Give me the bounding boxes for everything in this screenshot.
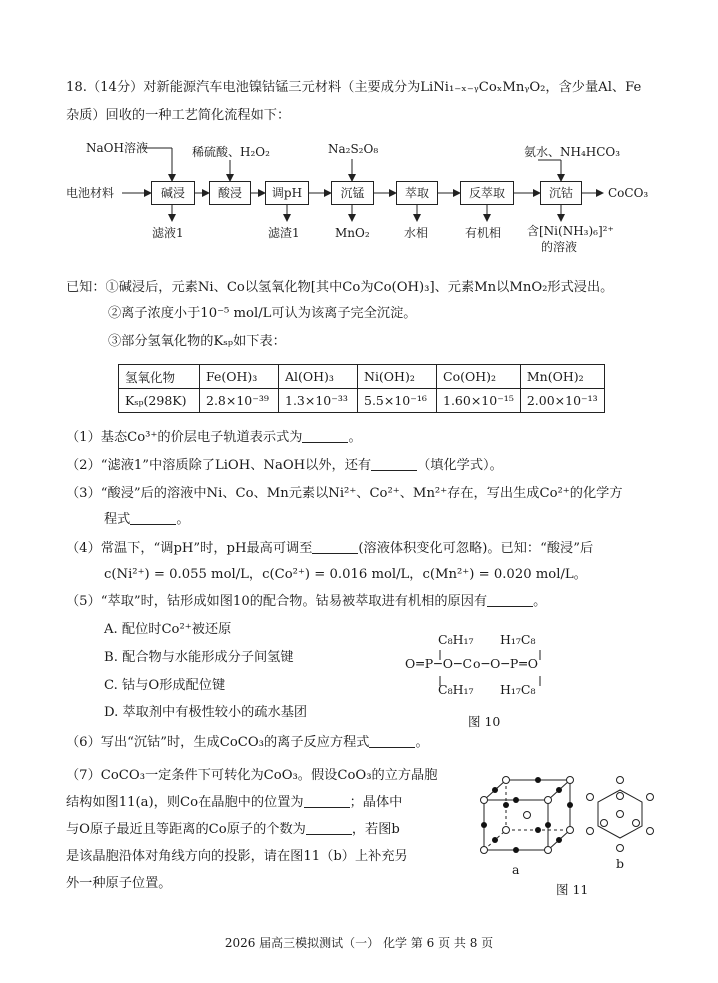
part-1-end: 。 <box>348 430 362 445</box>
fig10-caption: 图 10 <box>468 714 501 729</box>
flow-step-extraction: 萃取 <box>396 181 438 205</box>
fig10-bonds <box>0 636 718 716</box>
question-line-2: 杂质）回收的一种工艺简化流程如下： <box>66 108 291 123</box>
flow-step-co-precipitation: 沉钴 <box>540 181 582 205</box>
part-7-line-5: 外一种原子位置。 <box>66 876 172 891</box>
table-cell: 5.5×10⁻¹⁶ <box>358 389 437 413</box>
flow-step-mn-precipitation: 沉锰 <box>331 181 374 205</box>
table-cell: 氢氧化物 <box>119 365 200 389</box>
output-mno2: MnO₂ <box>335 226 370 240</box>
part-7-text-cont: ；晶体中 <box>349 795 403 810</box>
page-footer: 2026 届高三模拟测试（一） 化学 第 6 页 共 8 页 <box>224 936 494 950</box>
option-b[interactable]: B. 配合物与水能形成分子间氢键 <box>104 650 294 665</box>
part-2 <box>66 456 503 476</box>
part-3-line-1: （3）“酸浸”后的溶液中Ni、Co、Mn元素以Ni²⁺、Co²⁺、Mn²⁺存在，写出生成Co²⁺的化学方 <box>66 486 623 501</box>
part-4-line-2: c(Ni²⁺) = 0.055 mol/L，c(Co²⁺) = 0.016 mol/L，c(Mn²⁺) = 0.020 mol/L。 <box>104 567 587 582</box>
output-solution-label: 的溶液 <box>541 240 578 254</box>
flow-start-label: 电池材料 <box>66 186 115 200</box>
part-2-end: （填化学式）。 <box>417 458 503 473</box>
part-5 <box>66 592 546 612</box>
part-1-text: （1）基态Co³⁺的价层电子轨道表示式为 <box>66 430 303 445</box>
fig10-label-h17c8-bottom-right: H₁₇C₈ <box>500 682 536 697</box>
flow-product-label: CoCO₃ <box>608 186 649 200</box>
reagent-naoh: NaOH溶液 <box>86 141 148 155</box>
flow-step-acid-leach: 酸浸 <box>209 181 251 205</box>
part-7-text: 结构如图11(a)，则Co在晶胞中的位置为 <box>66 795 304 810</box>
part-2-text: （2）“滤液1”中溶质除了LiOH、NaOH以外，还有 <box>66 458 372 473</box>
known-item-2: ②离子浓度小于10⁻⁵ mol/L可认为该离子完全沉淀。 <box>108 306 417 321</box>
fig10-label-c8h17-top-left: C₈H₁₇ <box>438 632 474 647</box>
part-7-text: 与O原子最近且等距离的Co原子的个数为 <box>66 822 306 837</box>
part-4-line-1 <box>66 539 593 559</box>
part-7-text-cont: ，若图b <box>351 822 400 837</box>
flow-step-alkali-leach: 碱浸 <box>151 181 195 205</box>
output-ni-complex-solution: 含[Ni(NH₃)₆]²⁺ <box>527 224 614 238</box>
ksp-table <box>118 364 605 413</box>
part-3-text: 程式 <box>104 512 131 527</box>
fig10-label-h17c8-top-right: H₁₇C₈ <box>500 632 536 647</box>
output-residue-1: 滤渣1 <box>268 226 300 240</box>
table-cell: Co(OH)₂ <box>437 365 521 389</box>
reagent-acid-h2o2: 稀硫酸、H₂O₂ <box>192 145 270 159</box>
answer-blank[interactable] <box>312 539 358 554</box>
part-7-line-4: 是该晶胞沿体对角线方向的投影，请在图11（b）上补充另 <box>66 849 408 864</box>
part-3-line-2 <box>104 510 190 530</box>
known-intro: 已知：①碱浸后，元素Ni、Co以氢氧化物[其中Co为Co(OH)₃]、元素Mn以MnO₂形式浸出。 <box>66 280 614 295</box>
fig11-drawing <box>0 770 718 890</box>
part-3-end: 。 <box>176 512 190 527</box>
reagent-na2s2o8: Na₂S₂O₈ <box>328 142 379 156</box>
flow-step-adjust-ph: 调pH <box>265 181 309 205</box>
table-cell: 2.00×10⁻¹³ <box>520 389 604 413</box>
table-cell: Mn(OH)₂ <box>520 365 604 389</box>
answer-blank[interactable] <box>302 428 348 443</box>
table-row <box>119 389 605 413</box>
known-item-3: ③部分氢氧化物的Kₛₚ如下表： <box>108 334 286 349</box>
part-6-text: （6）写出“沉钴”时，生成CoCO₃的离子反应方程式 <box>66 735 370 750</box>
flow-step-back-extraction: 反萃取 <box>460 181 514 205</box>
table-cell: 1.3×10⁻³³ <box>279 389 358 413</box>
part-4-text: （4）常温下，“调pH”时，pH最高可调至 <box>66 541 313 556</box>
fig10-label-c8h17-bottom-left: C₈H₁₇ <box>438 682 474 697</box>
fig10-main-chain: O═P─O─Co─O─P═O <box>405 656 540 671</box>
fig11a-cube <box>481 777 574 854</box>
part-5-text: （5）“萃取”时，钴形成如图10的配合物。钴易被萃取进有机相的原因有 <box>66 594 488 609</box>
part-4-text-end: (溶液体积变化可忽略)。已知：“酸浸”后 <box>358 541 594 556</box>
fig11-caption: 图 11 <box>556 882 589 897</box>
option-d[interactable]: D. 萃取剂中有极性较小的疏水基团 <box>104 705 308 720</box>
option-c[interactable]: C. 钴与O形成配位键 <box>104 678 226 693</box>
part-5-end: 。 <box>533 594 547 609</box>
output-filtrate-1: 滤液1 <box>152 226 184 240</box>
fig11b-projection <box>587 777 654 852</box>
part-6 <box>66 733 429 753</box>
output-organic-phase: 有机相 <box>465 226 502 240</box>
table-cell: Kₛₚ(298K) <box>119 389 200 413</box>
table-cell: Fe(OH)₃ <box>200 365 279 389</box>
part-7-line-1: （7）CoCO₃一定条件下可转化为CoO₃。假设CoO₃的立方晶胞 <box>66 768 438 783</box>
table-cell: 2.8×10⁻³⁹ <box>200 389 279 413</box>
part-1 <box>66 428 362 448</box>
table-cell: Ni(OH)₂ <box>358 365 437 389</box>
reagent-ammonia-nh4hco3: 氨水、NH₄HCO₃ <box>524 145 621 159</box>
part-6-end: 。 <box>415 735 429 750</box>
answer-blank[interactable] <box>371 456 417 471</box>
fig11b-label: b <box>616 856 625 871</box>
answer-blank[interactable] <box>130 510 176 525</box>
option-a[interactable]: A. 配位时Co²⁺被还原 <box>104 622 232 637</box>
table-cell: Al(OH)₃ <box>279 365 358 389</box>
table-row <box>119 365 605 389</box>
output-aqueous-phase: 水相 <box>404 226 429 240</box>
fig11a-label: a <box>512 862 520 877</box>
question-line-1: 18.（14分）对新能源汽车电池镍钴锰三元材料（主要成分为LiNi₁₋ₓ₋ᵧCoₓMnᵧO₂，含少量Al、Fe <box>66 80 642 95</box>
answer-blank[interactable] <box>487 592 533 607</box>
answer-blank[interactable] <box>369 733 415 748</box>
table-cell: 1.60×10⁻¹⁵ <box>437 389 521 413</box>
